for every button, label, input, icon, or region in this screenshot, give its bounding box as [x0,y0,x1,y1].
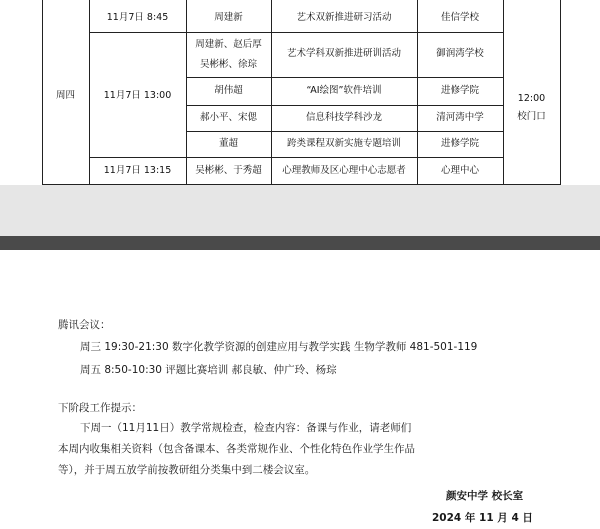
people-cell: 郝小平、宋偲 [199,112,257,123]
next-steps-heading: 下阶段工作提示： [58,402,142,414]
activity-cell: 艺术双新推进研习活动 [296,12,392,23]
people-cell: 周建新 [214,12,243,23]
signature-org: 颜安中学 校长室 [446,490,524,502]
pickup-place: 校门口 [517,111,546,122]
day-cell: 周四 [55,90,75,101]
table-border [186,77,503,78]
signature-date: 2024 年 11 月 4 日 [432,512,533,524]
time-cell: 11月7日 13:00 [103,90,172,101]
page-separator-bar [0,236,600,250]
meeting-heading: 腾讯会议： [58,319,111,331]
venue-cell: 心理中心 [440,165,479,176]
next-steps-line: 下周一（11月11日）教学常规检查，检查内容：备课与作业，请老师们 [80,422,412,434]
people-cell: 吴彬彬、于秀超 [195,165,262,176]
activity-cell: 跨类课程双新实施专题培训 [286,138,401,149]
next-steps-line: 等），并于周五放学前按教研组分类集中到二楼会议室。 [58,464,316,476]
table-border [186,105,503,106]
meeting-line: 周五 8:50-10:30 评题比赛培训 郝良敏、仲广玲、杨琮 [80,364,337,376]
venue-cell: 进修学院 [440,138,479,149]
table-border [186,131,503,132]
next-steps-line: 本周内收集相关资料（包含备课本、各类常规作业、个性化特色作业学生作品 [58,443,415,455]
time-cell: 11月7日 8:45 [106,12,169,23]
schedule-table [0,0,600,185]
venue-cell: 御润湾学校 [436,48,484,59]
table-border [560,0,561,185]
page-separator [0,185,600,250]
people-cell: 周建新、赵后厚 [195,39,262,50]
people-cell: 董超 [218,138,238,149]
venue-cell: 佳信学校 [440,12,479,23]
venue-cell: 进修学院 [440,85,479,96]
time-cell: 11月7日 13:15 [103,165,172,176]
table-border [89,32,503,33]
pickup-time: 12:00 [517,93,546,104]
venue-cell: 清河湾中学 [436,112,484,123]
activity-cell: 心理教师及区心理中心志愿者 [282,165,406,176]
activity-cell: 信息科技学科沙龙 [305,112,382,123]
activity-cell: “AI绘图”软件培训 [306,85,382,96]
table-border [89,157,503,158]
meeting-line: 周三 19:30-21:30 数字化教学资源的创建应用与教学实践 生物学教师 481-501-119 [80,341,478,353]
people-cell: 吴彬彬、徐琮 [199,59,257,70]
notice-page [0,250,600,529]
people-cell: 胡伟超 [214,85,243,96]
activity-cell: 艺术学科双新推进研训活动 [286,48,401,59]
